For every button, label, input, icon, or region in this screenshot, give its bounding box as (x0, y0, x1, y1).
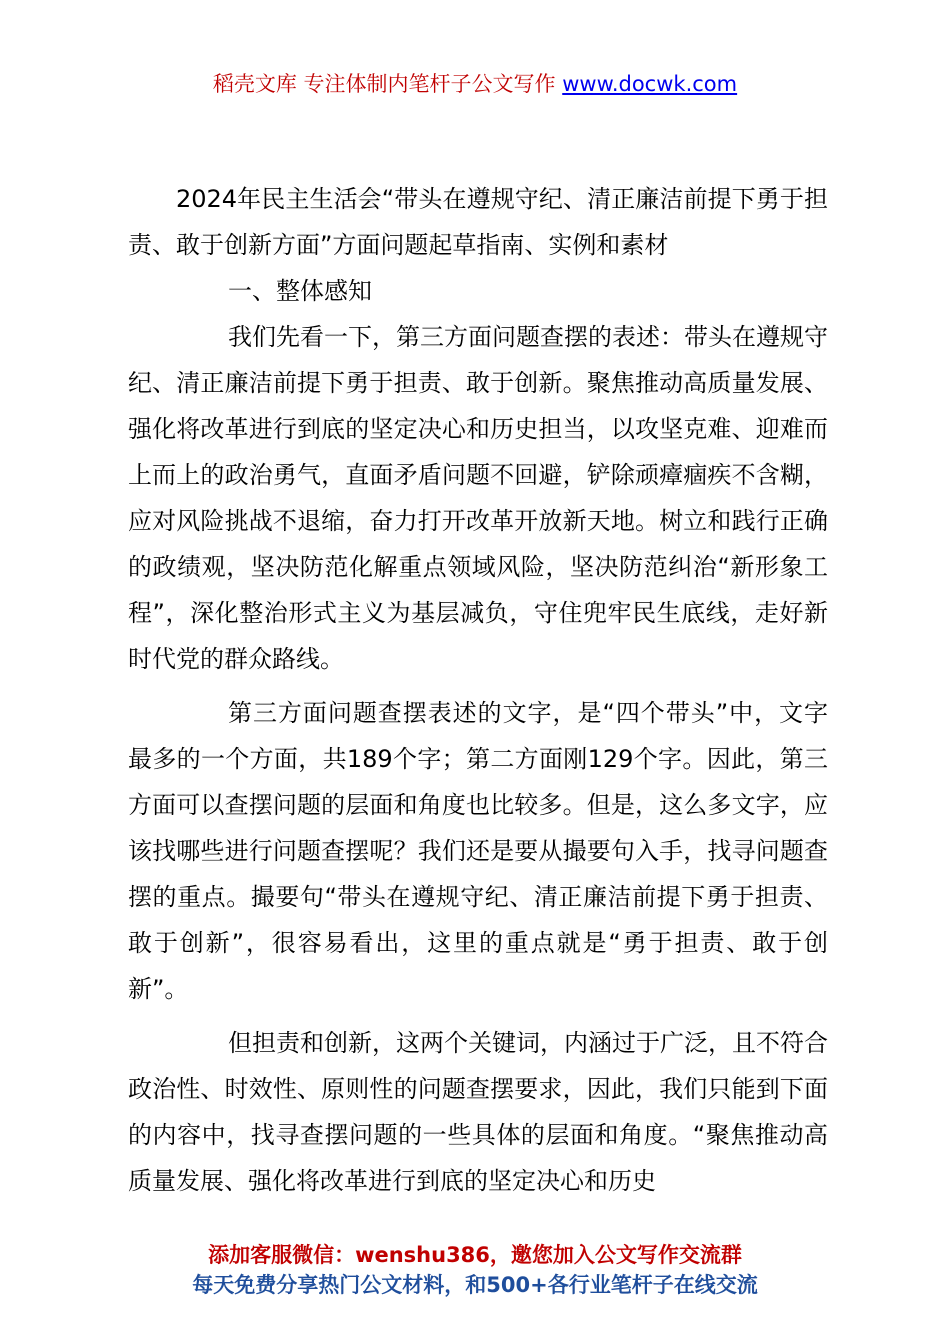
body-paragraph-1: 我们先看一下，第三方面问题查摆的表述：带头在遵规守纪、清正廉洁前提下勇于担责、敢于创新。聚焦推动高质量发展、强化将改革进行到底的坚定决心和历史担当，以攻坚克难、迎难而上而上的政治勇气，直面矛盾问题不回避，铲除顽瘴痼疾不含糊，应对风险挑战不退缩，奋力打开改革开放新天地。树立和践行正确的政绩观，坚决防范化解重点领域风险，坚决防范纠治“新形象工程”，深化整治形式主义为基层减负，守住兜牢民生底线，走好新时代党的群众路线。 (128, 323, 828, 673)
body-paragraph-3: 但担责和创新，这两个关键词，内涵过于广泛，且不符合政治性、时效性、原则性的问题查摆要求，因此，我们只能到下面的内容中，找寻查摆问题的一些具体的层面和角度。“聚焦推动高质量发展、强化将改革进行到底的坚定决心和历史 (128, 1029, 828, 1195)
footer-wechat-invite: 添加客服微信：wenshu386，邀您加入公文写作交流群 (208, 1243, 742, 1267)
page-footer (0, 1240, 950, 1300)
header-website-link[interactable]: www.docwk.com (562, 72, 738, 96)
page-header (0, 68, 950, 98)
section-heading: 一、整体感知 (228, 277, 372, 305)
header-brand-text: 稻壳文库 专注体制内笔杆子公文写作 (212, 72, 563, 96)
document-body (128, 176, 828, 1204)
body-paragraph-2: 第三方面问题查摆表述的文字，是“四个带头”中，文字最多的一个方面，共189个字；第二方面刚129个字。因此，第三方面可以查摆问题的层面和角度也比较多。但是，这么多文字，应该找哪些进行问题查摆呢？我们还是要从撮要句入手，找寻问题查摆的重点。撮要句“带头在遵规守纪、清正廉洁前提下勇于担责、敢于创新”，很容易看出，这里的重点就是“勇于担责、敢于创新”。 (128, 699, 828, 1003)
document-title: 2024年民主生活会“带头在遵规守纪、清正廉洁前提下勇于担责、敢于创新方面”方面问题起草指南、实例和素材 (128, 185, 828, 259)
footer-share-notice: 每天免费分享热门公文材料，和500+各行业笔杆子在线交流 (192, 1273, 758, 1297)
